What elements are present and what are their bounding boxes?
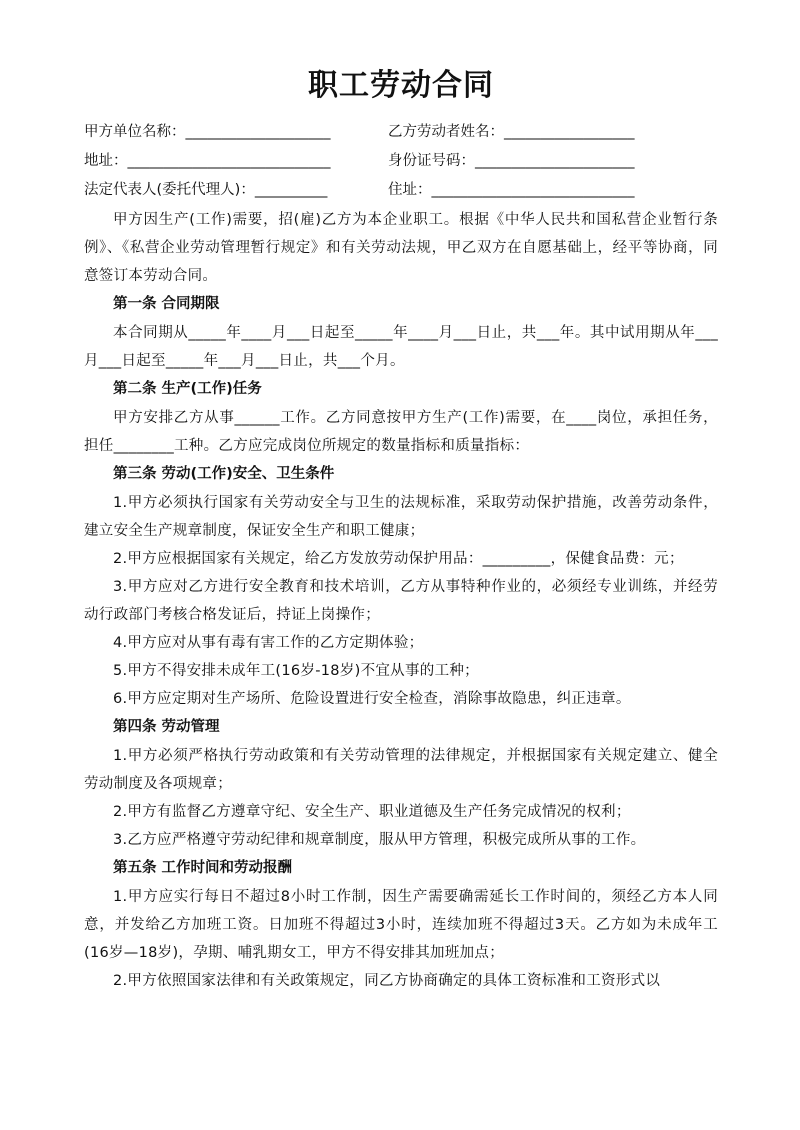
section-heading: 第四条 劳动管理 bbox=[113, 719, 220, 735]
party-info-row bbox=[84, 118, 718, 147]
section-paragraph: 3.乙方应严格遵守劳动纪律和规章制度，服从甲方管理，积极完成所从事的工作。 bbox=[113, 832, 646, 848]
section-paragraph: 2.甲方依照国家法律和有关政策规定，同乙方协商确定的具体工资标准和工资形式以 bbox=[113, 973, 661, 989]
section-paragraph: 本合同期从_____年____月___日起至_____年____月___日止，共___年。其中试用期从年___月___日起至_____年___月___日止，共___个月。 bbox=[84, 325, 718, 369]
section-paragraph: 甲方安排乙方从事______工作。乙方同意按甲方生产(工作)需要，在____岗位，承担任务，担任________工种。乙方应完成岗位所规定的数量指标和质量指标： bbox=[84, 410, 718, 454]
employer-address-field: 地址：____________________________ bbox=[84, 153, 331, 169]
section-paragraph: 1.甲方必须严格执行劳动政策和有关劳动管理的法律规定，并根据国家有关规定建立、健全劳动制度及各项规章； bbox=[84, 748, 718, 792]
party-info-row bbox=[84, 147, 718, 176]
section-paragraph: 4.甲方应对从事有毒有害工作的乙方定期体验； bbox=[113, 635, 424, 651]
document-title: 职工劳动合同 bbox=[308, 68, 494, 103]
employee-name-field: 乙方劳动者姓名：__________________ bbox=[388, 124, 635, 140]
section-heading: 第三条 劳动(工作)安全、卫生条件 bbox=[113, 466, 335, 482]
party-info-row bbox=[84, 176, 718, 205]
section-heading: 第二条 生产(工作)任务 bbox=[113, 381, 262, 397]
section-paragraph: 6.甲方应定期对生产场所、危险设置进行安全检查，消除事故隐患，纠正违章。 bbox=[113, 691, 631, 707]
employer-name-field: 甲方单位名称：____________________ bbox=[84, 124, 331, 140]
contract-body bbox=[84, 206, 718, 995]
section-paragraph: 1.甲方应实行每日不超过8小时工作制，因生产需要确需延长工作时间的，须经乙方本人同意，并发给乙方加班工资。日加班不得超过3小时，连续加班不得超过3天。乙方如为未成年工(16岁—18岁)，孕期、哺乳期女工，甲方不得安排其加班加点； bbox=[84, 889, 718, 961]
section-heading: 第五条 工作时间和劳动报酬 bbox=[113, 860, 293, 876]
section-paragraph: 5.甲方不得安排未成年工(16岁-18岁)不宜从事的工种； bbox=[113, 663, 479, 679]
legal-representative-field: 法定代表人(委托代理人)：__________ bbox=[84, 182, 328, 198]
employee-address-field: 住址：____________________________ bbox=[388, 182, 635, 198]
section-paragraph: 1.甲方必须执行国家有关劳动安全与卫生的法规标准，采取劳动保护措施，改善劳动条件，建立安全生产规章制度，保证安全生产和职工健康； bbox=[84, 495, 718, 539]
intro-paragraph: 甲方因生产(工作)需要，招(雇)乙方为本企业职工。根据《中华人民共和国私营企业暂行条例》、《私营企业劳动管理暂行规定》和有关劳动法规，甲乙双方在自愿基础上，经平等协商，同意签订本劳动合同。 bbox=[84, 212, 718, 284]
section-paragraph: 3.甲方应对乙方进行安全教育和技术培训，乙方从事特种作业的，必须经专业训练，并经劳动行政部门考核合格发证后，持证上岗操作； bbox=[84, 579, 718, 623]
party-info bbox=[84, 118, 718, 205]
id-number-field: 身份证号码：______________________ bbox=[388, 153, 635, 169]
section-paragraph: 2.甲方应根据国家有关规定，给乙方发放劳动保护用品：_________，保健食品费：元； bbox=[113, 551, 684, 567]
section-heading: 第一条 合同期限 bbox=[113, 296, 220, 312]
section-paragraph: 2.甲方有监督乙方遵章守纪、安全生产、职业道德及生产任务完成情况的权利； bbox=[113, 804, 631, 820]
